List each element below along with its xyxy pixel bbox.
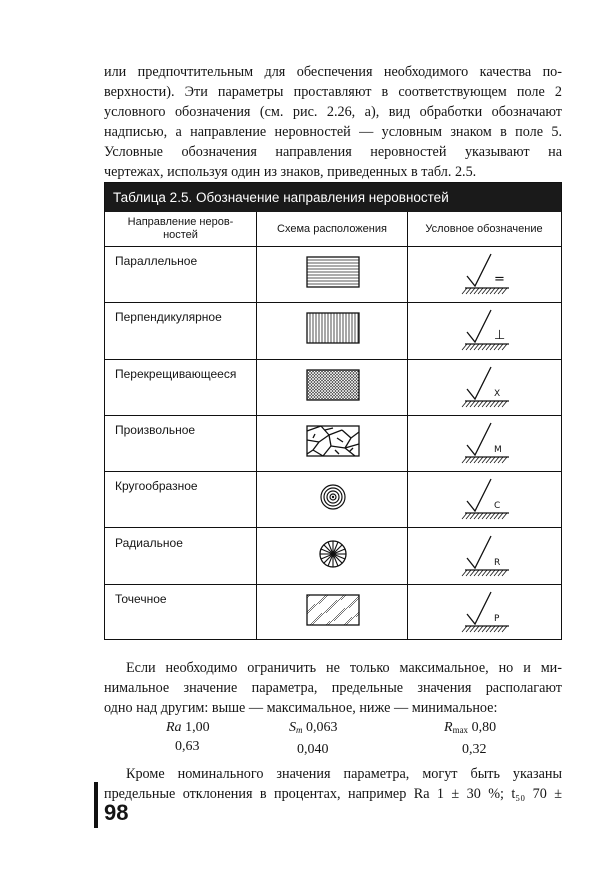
- min-value: 0,32: [462, 742, 487, 757]
- text-line: предельные отклонения в процентах, например Ra 1 ± 30 %; t₅₀ 70 ±: [104, 786, 562, 802]
- text-line: нимальное значение параметра, предельные значения располагают: [104, 680, 562, 696]
- layout-scheme-icon: [305, 593, 361, 627]
- direction-name: Перекрещивающееся: [115, 366, 237, 381]
- direction-symbol: ⊥: [494, 328, 506, 344]
- table-row: [105, 528, 561, 585]
- roughness-symbol-icon: [457, 250, 517, 298]
- text-line: Условные обозначения направления неровностей указывают на: [104, 144, 562, 160]
- direction-name: Радиальное: [115, 535, 183, 550]
- roughness-symbol-icon: [457, 306, 517, 354]
- layout-scheme-icon: [305, 480, 361, 514]
- text-line: надписью, а направление неровностей — условным знаком в поле 5.: [104, 124, 562, 140]
- direction-symbol: =: [494, 272, 505, 287]
- direction-symbol: C: [494, 501, 501, 512]
- direction-table: [104, 182, 562, 640]
- header-direction: Направление неров- ностей: [127, 216, 234, 241]
- text-line: Если необходимо ограничить не только максимальное, но и ми-: [126, 660, 562, 676]
- roughness-symbol-icon: [457, 532, 517, 580]
- header-symbol: Условное обозначение: [425, 222, 543, 235]
- param-subscript: max: [452, 725, 469, 735]
- direction-symbol: M: [494, 444, 502, 455]
- table-row: [105, 359, 561, 416]
- layout-scheme-icon: [305, 424, 361, 458]
- text-line: чертежах, используя один из знаков, приведенных в табл. 2.5.: [104, 164, 477, 180]
- layout-scheme-icon: [305, 537, 361, 571]
- direction-name: Перпендикулярное: [115, 310, 222, 325]
- max-value: 1,00: [185, 720, 210, 735]
- page-number: 98: [104, 800, 129, 825]
- direction-name: Кругообразное: [115, 479, 198, 494]
- param-subscript: m: [296, 725, 303, 735]
- roughness-symbol-icon: [457, 475, 517, 523]
- table-row: [105, 246, 561, 303]
- value-rmax: [444, 718, 496, 759]
- max-value: 0,063: [306, 720, 338, 735]
- middle-paragraph: [104, 658, 562, 718]
- param-name: S: [289, 720, 296, 735]
- text-line: или предпочтительным для обеспечения необходимого качества по-: [104, 64, 562, 80]
- param-name: Ra: [166, 720, 182, 735]
- direction-symbol: X: [494, 388, 501, 399]
- layout-scheme-icon: [305, 255, 361, 289]
- direction-name: Точечное: [115, 591, 167, 606]
- min-value: 0,040: [297, 742, 329, 757]
- table-row: [105, 584, 561, 640]
- param-name: R: [444, 720, 453, 735]
- direction-name: Параллельное: [115, 254, 198, 268]
- bottom-paragraph: [104, 764, 562, 804]
- page-number-rule: [94, 782, 98, 828]
- table-row: [105, 471, 561, 528]
- roughness-symbol-icon: [457, 588, 517, 636]
- value-ra: [166, 718, 210, 756]
- layout-scheme-icon: [305, 311, 361, 345]
- direction-name: Произвольное: [115, 422, 196, 437]
- roughness-symbol-icon: [457, 419, 517, 467]
- table-header: [105, 212, 561, 247]
- table-row: [105, 415, 561, 472]
- direction-symbol: R: [494, 557, 501, 568]
- text-line: Кроме номинального значения параметра, могут быть указаны: [126, 766, 562, 782]
- value-sm: [289, 718, 338, 759]
- max-value: 0,80: [471, 720, 497, 735]
- text-line: условного обозначения (см. рис. 2.26, а), вид обработки обозначают: [104, 104, 562, 120]
- top-paragraph: [104, 62, 562, 182]
- min-value: 0,63: [175, 739, 200, 754]
- roughness-symbol-icon: [457, 363, 517, 411]
- layout-scheme-icon: [305, 368, 361, 402]
- header-scheme: Схема расположения: [277, 222, 387, 235]
- table-row: [105, 302, 561, 359]
- table-title: Таблица 2.5. Обозначение направления неровностей: [105, 183, 561, 212]
- text-line: верхности). Эти параметры проставляют в соответствующем поле 2: [104, 84, 562, 100]
- direction-symbol: P: [494, 613, 500, 624]
- text-line: одно над другим: выше — максимальное, ниже — минимальное:: [104, 700, 498, 716]
